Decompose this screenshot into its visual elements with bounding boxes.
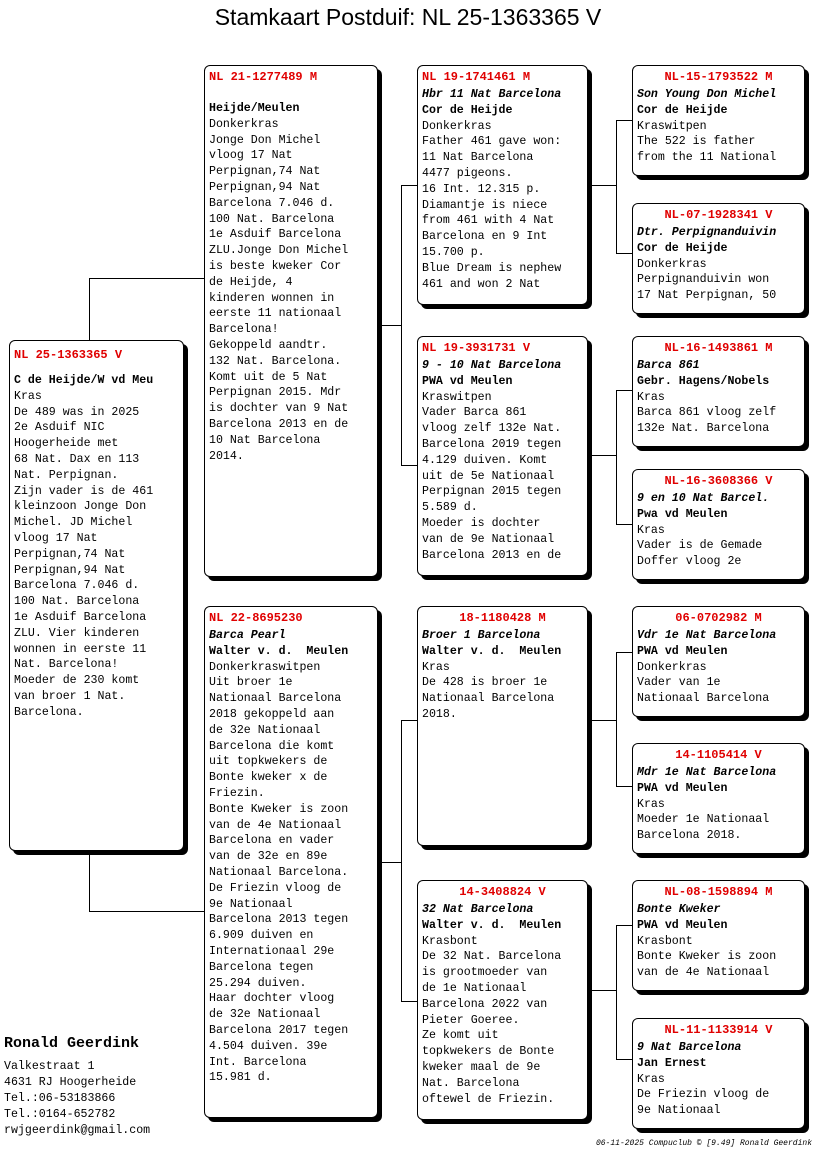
note-line: eerste 11 nationaal <box>209 307 342 321</box>
note-line: 15.700 p. <box>422 245 485 259</box>
note-line: Moeder is dochter <box>422 516 541 530</box>
note-line: Perpignan,74 Nat <box>14 547 126 561</box>
note-line: 2014. <box>209 449 244 463</box>
note-line: Bonte kweker x de <box>209 771 328 785</box>
note-line: Internationaal 29e <box>209 944 335 958</box>
mmf-card <box>632 880 805 991</box>
note-line: Donkerkras <box>209 117 279 131</box>
note-line: Kras <box>422 660 450 674</box>
connector <box>616 253 632 254</box>
note-line: Zijn vader is de 461 <box>14 484 154 498</box>
ring-number: NL 19-1741461 M <box>422 70 531 84</box>
note-line: 9e Nationaal <box>637 1104 721 1118</box>
connector <box>401 720 417 721</box>
note-line: Int. Barcelona <box>209 1055 307 1069</box>
breeder: PWA vd Meulen <box>637 918 728 932</box>
note-line: 2e Asduif NIC <box>14 421 105 435</box>
pigeon-notes <box>14 389 179 721</box>
note-line: Vader van 1e <box>637 676 721 690</box>
breeder: Heijde/Meulen <box>209 102 300 115</box>
note-line: 6.909 duiven en <box>209 929 314 943</box>
connector <box>616 925 632 926</box>
breeder: Pwa vd Meulen <box>637 507 728 521</box>
pigeon-name: Mdr 1e Nat Barcelona <box>637 766 777 779</box>
note-line: Bonte Kweker is zoon <box>209 802 349 816</box>
note-line: 4477 pigeons. <box>422 166 513 180</box>
mfm-card <box>632 743 805 854</box>
fmm-card <box>632 469 805 580</box>
note-line: de 1e Nationaal <box>422 981 527 995</box>
owner-email: rwjgeerdink@gmail.com <box>4 1124 151 1137</box>
note-line: Michel. JD Michel <box>14 516 133 530</box>
note-line: Nationaal Barcelona <box>422 692 555 706</box>
note-line: 11 Nat Barcelona <box>422 151 534 165</box>
connector <box>616 786 632 787</box>
note-line: is dochter van 9 Nat <box>209 402 349 416</box>
note-line: Krasbont <box>422 934 478 948</box>
pigeon-notes <box>637 119 800 166</box>
note-line: topkwekers de Bonte <box>422 1045 555 1059</box>
mother-card <box>204 606 378 1118</box>
note-line: de Heijde, 4 <box>209 275 293 289</box>
pigeon-notes <box>422 119 583 293</box>
note-line: Barcelona 7.046 d. <box>209 196 335 210</box>
note-line: Donkerkras <box>637 257 707 271</box>
note-line: Kras <box>637 797 665 811</box>
pigeon-name: Bonte Kweker <box>637 903 721 916</box>
note-line: de 32e Nationaal <box>209 1008 321 1022</box>
owner-name: Ronald Geerdink <box>4 1035 140 1052</box>
pigeon-name: Son Young Don Michel <box>637 88 777 101</box>
pigeon-notes <box>422 660 583 723</box>
note-line: 100 Nat. Barcelona <box>14 595 140 609</box>
connector <box>616 390 632 391</box>
breeder: PWA vd Meulen <box>637 781 728 795</box>
note-line: Nat. Barcelona <box>422 1076 520 1090</box>
breeder: Gebr. Hagens/Nobels <box>637 374 770 388</box>
note-line: ZLU.Jonge Don Michel <box>209 244 349 258</box>
note-line: van de 4e Nationaal <box>209 818 342 832</box>
note-line: van de 32e en 89e <box>209 850 328 864</box>
note-line: uit topkwekers de <box>209 755 328 769</box>
note-line: van de 9e Nationaal <box>422 532 555 546</box>
pigeon-name: Dtr. Perpignanduivin <box>637 226 777 239</box>
connector <box>89 278 90 340</box>
note-line: Nat. Barcelona! <box>14 658 119 672</box>
ring-number: 14-3408824 V <box>459 885 546 899</box>
note-line: Barcelona. <box>14 705 84 719</box>
note-line: Vader Barca 861 <box>422 406 527 420</box>
note-line: Barcelona 7.046 d. <box>14 579 140 593</box>
connector <box>616 120 632 121</box>
mmm-card <box>632 1018 805 1129</box>
breeder: Cor de Heijde <box>637 241 728 255</box>
note-line: Doffer vloog 2e <box>637 555 742 569</box>
note-line: van de 4e Nationaal <box>637 966 770 980</box>
subject-pigeon-card <box>9 340 184 851</box>
note-line: Donkerkras <box>422 119 492 133</box>
breeder: Walter v. d. Meulen <box>422 644 562 658</box>
mother-father-card <box>417 606 588 846</box>
breeder: C de Heijde/W vd Meu <box>14 374 154 387</box>
pigeon-notes <box>637 660 800 707</box>
pigeon-notes <box>422 934 583 1108</box>
ring-number: NL-16-1493861 M <box>664 341 773 355</box>
pigeon-name: 9 en 10 Nat Barcel. <box>637 492 770 505</box>
connector <box>378 862 402 863</box>
connector <box>588 990 616 991</box>
connector <box>616 390 617 525</box>
ring-number: 06-0702982 M <box>675 611 762 625</box>
note-line: The 522 is father <box>637 135 756 149</box>
pigeon-notes <box>209 117 373 465</box>
note-line: Barcelona 2019 tegen <box>422 437 562 451</box>
note-line: Nationaal Barcelona <box>637 692 770 706</box>
pigeon-notes <box>637 523 800 570</box>
note-line: is grootmoeder van <box>422 966 548 980</box>
note-line: Donkerkras <box>637 660 707 674</box>
connector <box>89 851 90 912</box>
connector <box>616 652 632 653</box>
note-line: Father 461 gave won: <box>422 135 562 149</box>
note-line: Barcelona en 9 Int <box>422 230 548 244</box>
note-line: De 428 is broer 1e <box>422 676 548 690</box>
note-line: Hoogerheide met <box>14 437 119 451</box>
note-line: Moeder de 230 komt <box>14 674 140 688</box>
note-line: Krasbont <box>637 934 693 948</box>
note-line: Ze komt uit <box>422 1029 499 1043</box>
note-line: Barcelona! <box>209 323 279 337</box>
note-line: Diamantje is niece <box>422 198 548 212</box>
note-line: Barcelona 2018. <box>637 829 742 843</box>
connector <box>616 652 617 787</box>
note-line: Gekoppeld aandtr. <box>209 338 328 352</box>
ring-number: NL 19-3931731 V <box>422 341 531 355</box>
owner-phone: Tel.:06-53183866 <box>4 1092 116 1105</box>
note-line: kleinzoon Jonge Don <box>14 500 147 514</box>
ring-number: 14-1105414 V <box>675 748 762 762</box>
note-line: De Friezin vloog de <box>209 881 342 895</box>
note-line: 1e Asduif Barcelona <box>14 610 147 624</box>
note-line: De Friezin vloog de <box>637 1088 770 1102</box>
connector <box>616 120 617 254</box>
note-line: Perpignan 2015. Mdr <box>209 386 342 400</box>
pigeon-notes <box>422 390 583 564</box>
connector <box>401 185 417 186</box>
note-line: Nationaal Barcelona <box>209 692 342 706</box>
pigeon-name: Broer 1 Barcelona <box>422 629 541 642</box>
note-line: 132 Nat. Barcelona. <box>209 354 342 368</box>
ring-number: NL-07-1928341 V <box>664 208 773 222</box>
breeder: Walter v. d. Meulen <box>209 644 349 658</box>
note-line: Moeder 1e Nationaal <box>637 813 770 827</box>
note-line: Donkerkraswitpen <box>209 660 321 674</box>
fmf-card <box>632 336 805 447</box>
ffm-card <box>632 203 805 314</box>
ring-number: NL-16-3608366 V <box>664 474 773 488</box>
note-line: 25.294 duiven. <box>209 976 307 990</box>
note-line: vloog 17 Nat <box>14 531 98 545</box>
mff-card <box>632 606 805 717</box>
note-line: 5.589 d. <box>422 501 478 515</box>
note-line: 461 and won 2 Nat <box>422 277 541 291</box>
ring-number: NL 21-1277489 M <box>209 70 318 84</box>
note-line: vloog 17 Nat <box>209 149 293 163</box>
note-line: Perpignan,74 Nat <box>209 165 321 179</box>
ring-number: NL 25-1363365 V <box>14 348 123 362</box>
note-line: Vader is de Gemade <box>637 539 763 553</box>
connector <box>401 465 417 466</box>
page-title: Stamkaart Postduif: NL 25-1363365 V <box>214 4 602 30</box>
note-line: Blue Dream is nephew <box>422 261 562 275</box>
pigeon-name: Hbr 11 Nat Barcelona <box>422 88 562 101</box>
note-line: Barcelona tegen <box>209 960 314 974</box>
note-line: Perpignan,94 Nat <box>14 563 126 577</box>
connector <box>616 925 617 1060</box>
note-line: Jonge Don Michel <box>209 133 321 147</box>
note-line: uit de 5e Nationaal <box>422 469 555 483</box>
pigeon-notes <box>637 797 800 844</box>
note-line: De 489 was in 2025 <box>14 405 140 419</box>
owner-city: 4631 RJ Hoogerheide <box>4 1076 137 1089</box>
note-line: Nationaal Barcelona. <box>209 865 349 879</box>
note-line: De 32 Nat. Barcelona <box>422 950 562 964</box>
pigeon-name: Barca 861 <box>637 359 700 372</box>
breeder: PWA vd Meulen <box>422 374 513 388</box>
pigeon-notes <box>637 257 800 304</box>
note-line: Barcelona en vader <box>209 834 335 848</box>
ring-number: NL-11-1133914 V <box>664 1023 773 1037</box>
note-line: Perpignan 2015 tegen <box>422 485 562 499</box>
note-line: is beste kweker Cor <box>209 259 342 273</box>
note-line: Barcelona 2013 en de <box>209 417 349 431</box>
owner-phone: Tel.:0164-652782 <box>4 1108 116 1121</box>
note-line: de 32e Nationaal <box>209 723 321 737</box>
pigeon-notes <box>637 1072 800 1119</box>
note-line: Barcelona 2017 tegen <box>209 1023 349 1037</box>
pigeon-name: 9 Nat Barcelona <box>637 1041 742 1054</box>
breeder: Walter v. d. Meulen <box>422 918 562 932</box>
note-line: Kras <box>637 390 665 404</box>
note-line: 4.129 duiven. Komt <box>422 453 548 467</box>
fff-card <box>632 65 805 176</box>
note-line: Perpignan,94 Nat <box>209 180 321 194</box>
note-line: van broer 1 Nat. <box>14 689 126 703</box>
note-line: from the 11 National <box>637 151 777 165</box>
note-line: Barca 861 vloog zelf <box>637 406 777 420</box>
note-line: wonnen in eerste 11 <box>14 642 147 656</box>
connector <box>89 911 204 912</box>
note-line: Barcelona 2013 tegen <box>209 913 349 927</box>
father-card <box>204 65 378 577</box>
connector <box>401 185 402 466</box>
mother-mother-card <box>417 880 588 1120</box>
note-line: Komt uit de 5 Nat <box>209 370 328 384</box>
note-line: Barcelona 2013 en de <box>422 548 562 562</box>
father-mother-card <box>417 336 588 576</box>
note-line: Pieter Goeree. <box>422 1013 520 1027</box>
breeder: Cor de Heijde <box>637 103 728 117</box>
connector <box>378 325 402 326</box>
note-line: Barcelona 2022 van <box>422 997 548 1011</box>
note-line: kinderen wonnen in <box>209 291 335 305</box>
note-line: 4.504 duiven. 39e <box>209 1039 328 1053</box>
connector <box>616 524 632 525</box>
pigeon-name: 9 - 10 Nat Barcelona <box>422 359 562 372</box>
note-line: Uit broer 1e <box>209 676 293 690</box>
note-line: 68 Nat. Dax en 113 <box>14 452 140 466</box>
pigeon-name: Barca Pearl <box>209 629 286 642</box>
note-line: oftewel de Friezin. <box>422 1092 555 1106</box>
connector <box>588 455 616 456</box>
note-line: Barcelona die komt <box>209 739 335 753</box>
note-line: 2018. <box>422 707 457 721</box>
connector <box>401 1001 417 1002</box>
father-father-card <box>417 65 588 305</box>
note-line: Kras <box>14 389 42 403</box>
breeder: PWA vd Meulen <box>637 644 728 658</box>
note-line: Nat. Perpignan. <box>14 468 119 482</box>
connector <box>616 1059 632 1060</box>
note-line: Kraswitpen <box>637 119 707 133</box>
ring-number: 18-1180428 M <box>459 611 546 625</box>
note-line: kweker maal de 9e <box>422 1060 541 1074</box>
connector <box>401 720 402 1002</box>
note-line: vloog zelf 132e Nat. <box>422 422 562 436</box>
connector <box>588 185 616 186</box>
note-line: 16 Int. 12.315 p. <box>422 182 541 196</box>
note-line: Kras <box>637 523 665 537</box>
note-line: Kras <box>637 1072 665 1086</box>
note-line: 15.981 d. <box>209 1071 272 1085</box>
note-line: 1e Asduif Barcelona <box>209 228 342 242</box>
breeder: Jan Ernest <box>637 1056 707 1070</box>
connector <box>89 278 204 279</box>
note-line: 9e Nationaal <box>209 897 293 911</box>
note-line: Perpignanduivin won <box>637 273 770 287</box>
pigeon-notes <box>209 660 373 1087</box>
ring-number: NL-15-1793522 M <box>664 70 773 84</box>
note-line: Bonte Kweker is zoon <box>637 950 777 964</box>
note-line: ZLU. Vier kinderen <box>14 626 140 640</box>
note-line: 100 Nat. Barcelona <box>209 212 335 226</box>
ring-number: NL-08-1598894 M <box>664 885 773 899</box>
breeder: Cor de Heijde <box>422 103 513 117</box>
pigeon-notes <box>637 390 800 437</box>
pigeon-name: Vdr 1e Nat Barcelona <box>637 629 777 642</box>
pigeon-notes <box>637 934 800 981</box>
note-line: 10 Nat Barcelona <box>209 433 321 447</box>
note-line: Friezin. <box>209 786 265 800</box>
pigeon-name: 32 Nat Barcelona <box>422 903 534 916</box>
note-line: Kraswitpen <box>422 390 492 404</box>
note-line: 2018 gekoppeld aan <box>209 707 335 721</box>
owner-address: Valkestraat 1 <box>4 1060 95 1073</box>
note-line: Haar dochter vloog <box>209 992 335 1006</box>
note-line: 132e Nat. Barcelona <box>637 422 770 436</box>
note-line: 17 Nat Perpignan, 50 <box>637 289 777 303</box>
ring-number: NL 22-8695230 <box>209 611 303 625</box>
footer-credit: 06-11-2025 Compuclub © [9.49] Ronald Geerdink <box>595 1139 812 1148</box>
note-line: from 461 with 4 Nat <box>422 214 555 228</box>
connector <box>588 720 616 721</box>
